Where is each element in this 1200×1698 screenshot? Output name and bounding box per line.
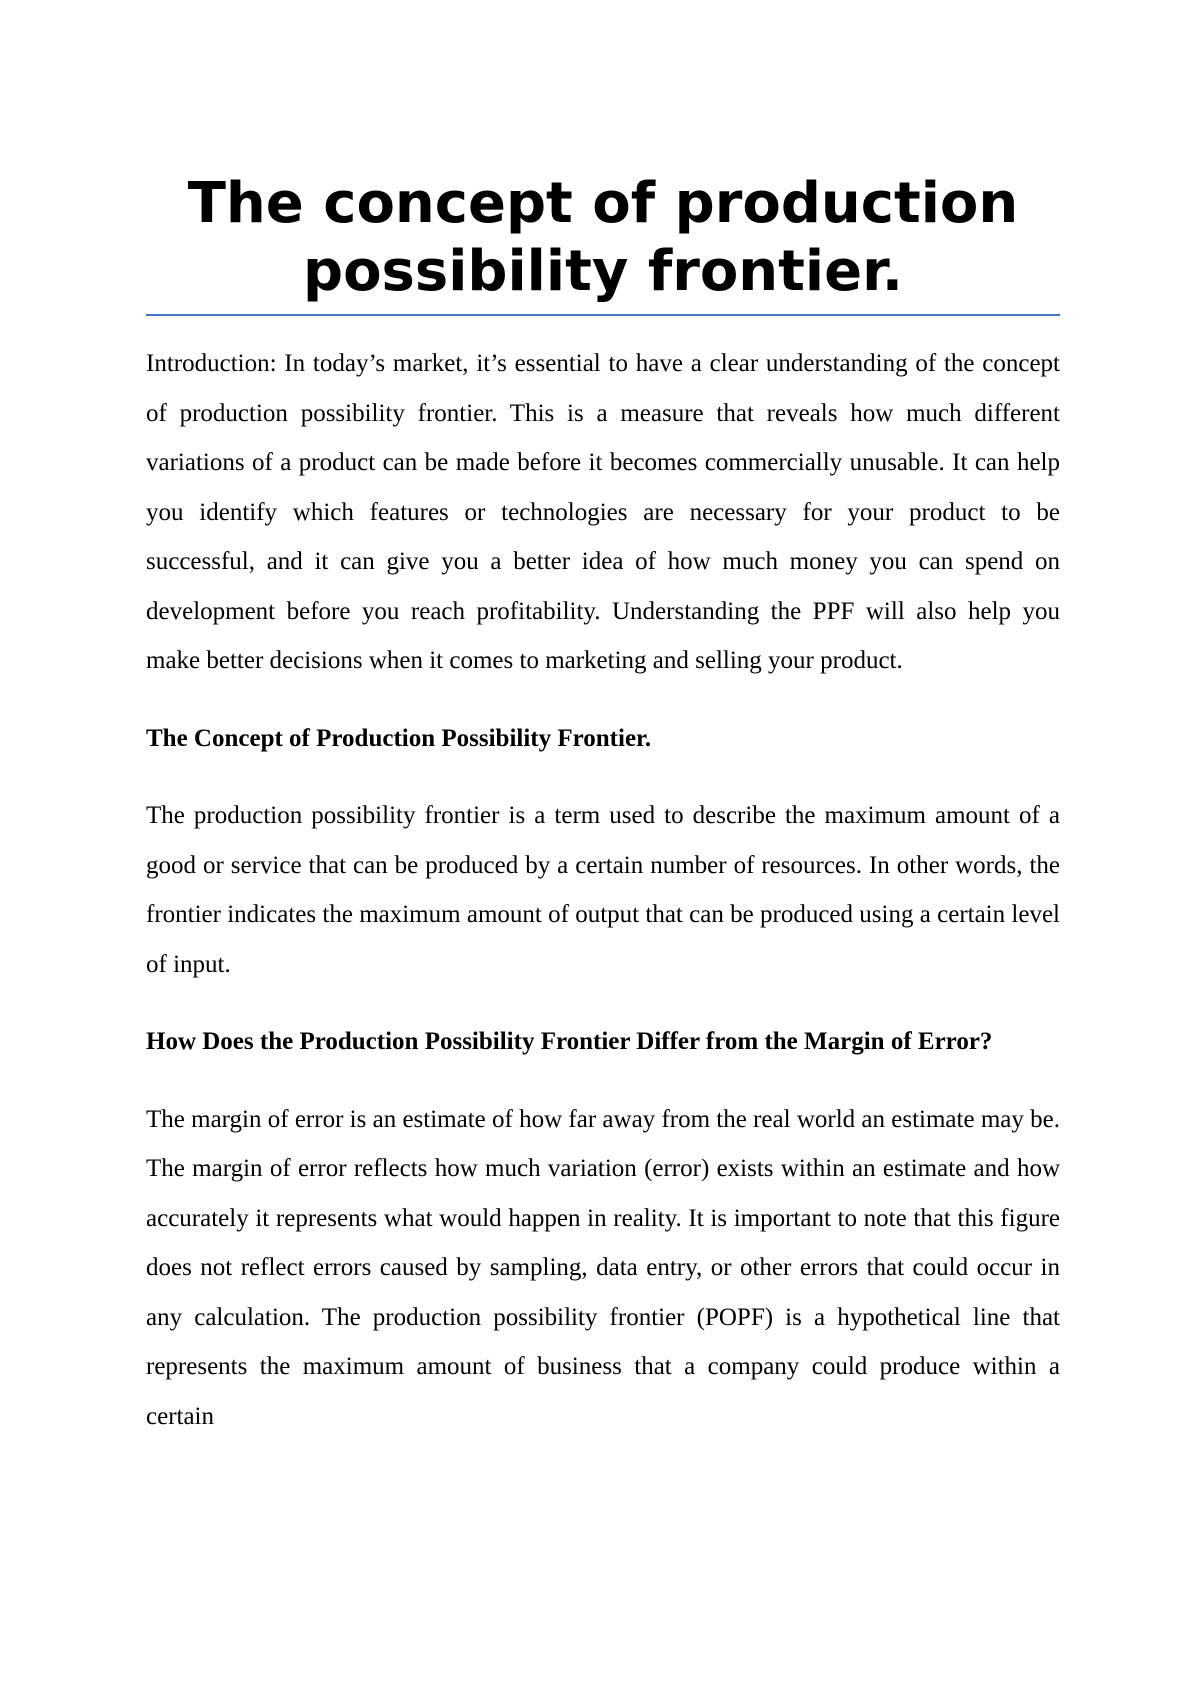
title-underline-divider xyxy=(146,314,1060,316)
section-heading-margin-of-error: How Does the Production Possibility Frontier Differ from the Margin of Error? xyxy=(146,1028,993,1055)
section-body-concept: The production possibility frontier is a term used to describe the maximum amount of a good or service that can be produced by a certain number of resources. In other words, the frontier indicates the maximum amount of output that can be produced using a certain level of input. xyxy=(146,802,1060,978)
document-title: The concept of production possibility frontier. xyxy=(187,171,1019,304)
document-content xyxy=(146,170,1060,1441)
section-body-margin-of-error: The margin of error is an estimate of how far away from the real world an estimate may be. The margin of error reflects how much variation (error) exists within an estimate and how accurately it represents what would happen in reality. It is important to note that this figure does not reflect errors caused by sampling, data entry, or other errors that could occur in any calculation. The production possibility frontier (POPF) is a hypothetical line that represents the maximum amount of business that a company could produce within a certain xyxy=(146,1105,1060,1430)
intro-paragraph: Introduction: In today’s market, it’s essential to have a clear understanding of the concept of production possibility frontier. This is a measure that reveals how much different variations of a product can be made before it becomes commercially unusable. It can help you identify which features or technologies are necessary for your product to be successful, and it can give you a better idea of how much money you can spend on development before you reach profitability. Understanding the PPF will also help you make better decisions when it comes to marketing and selling your product. xyxy=(146,350,1060,674)
section-heading-concept: The Concept of Production Possibility Frontier. xyxy=(146,724,652,752)
